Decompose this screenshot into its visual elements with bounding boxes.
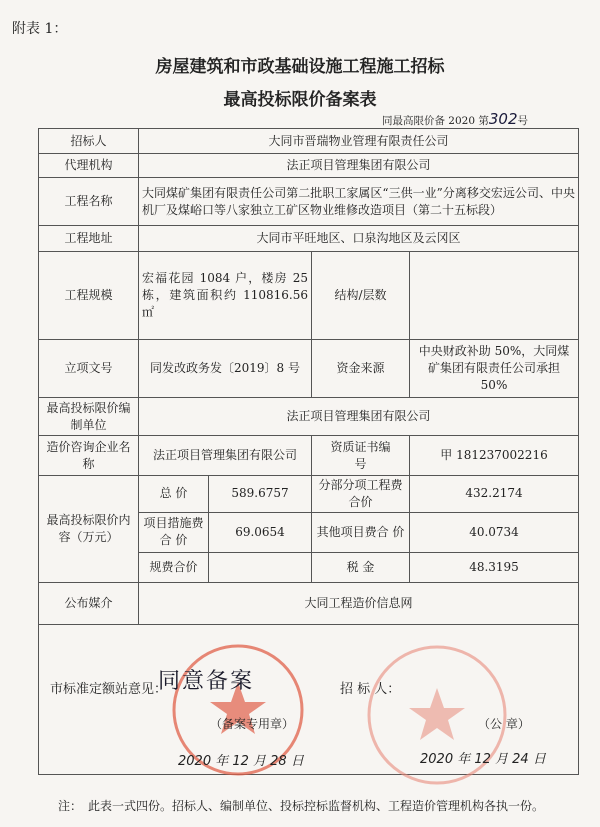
subitem-label: 分部分项工程费合价	[312, 476, 410, 513]
measures-value: 69.0654	[209, 512, 312, 552]
filing-prefix: 同最高限价备 2020 第	[381, 115, 489, 127]
row-total	[39, 476, 579, 513]
document-subtitle: 最高投标限价备案表	[223, 90, 377, 110]
other-label: 其他项目费合 价	[312, 512, 410, 552]
compiler-label: 最高投标限价编制单位	[39, 398, 139, 436]
row-agent	[39, 154, 579, 178]
scale-label: 工程规模	[39, 252, 139, 340]
filing-number	[382, 110, 528, 128]
tax-label: 税 金	[312, 552, 410, 582]
address-value: 大同市平旺地区、口泉沟地区及云冈区	[139, 226, 579, 252]
fees-value	[209, 552, 312, 582]
row-consult	[39, 436, 579, 476]
agent-value: 法正项目管理集团有限公司	[139, 154, 579, 178]
tenderer-sign-label: 招 标 人：	[340, 682, 401, 697]
annex-label: 附表 1：	[12, 21, 68, 37]
cert-value: 甲 181237002216	[410, 436, 579, 476]
other-value: 40.0734	[410, 512, 579, 552]
row-media	[39, 582, 579, 624]
row-approval	[39, 340, 579, 398]
scale-value: 宏福花园 1084 户，楼房 25 栋，建筑面积约 110816.56 ㎡	[139, 252, 312, 340]
agent-label: 代理机构	[39, 154, 139, 178]
tenderer-date: 2020 年 12 月 24 日	[420, 752, 546, 767]
row-compiler	[39, 398, 579, 436]
row-tenderer	[39, 129, 579, 154]
consult-label: 造价咨询企业名称	[39, 436, 139, 476]
subitem-value: 432.2174	[410, 476, 579, 513]
filing-number-handwritten: 302	[488, 110, 518, 128]
cert-label: 资质证书编 号	[312, 436, 410, 476]
station-opinion-handwritten: 同意备案	[158, 669, 255, 694]
approval-value: 同发改政务发〔2019〕8 号	[139, 340, 312, 398]
tenderer-value: 大同市晋瑞物业管理有限责任公司	[139, 129, 579, 154]
total-value: 589.6757	[209, 476, 312, 513]
price-label: 最高投标限价内容（万元）	[39, 476, 139, 583]
structure-label: 结构/层数	[312, 252, 410, 340]
filing-suffix: 号	[517, 115, 528, 127]
station-seal-note: （备案专用章）	[210, 717, 295, 731]
station-opinion-label: 市标准定额站意见：	[50, 682, 168, 697]
project-name-label: 工程名称	[39, 178, 139, 226]
total-label: 总 价	[139, 476, 209, 513]
document-title: 房屋建筑和市政基础设施工程施工招标	[155, 57, 445, 77]
measures-label: 项目措施费合 价	[139, 512, 209, 552]
funding-value: 中央财政补助 50%，大同煤矿集团有限责任公司承担 50%	[410, 340, 579, 398]
row-project-name	[39, 178, 579, 226]
project-name-value: 大同煤矿集团有限责任公司第二批职工家属区“三供一业”分离移交宏远公司、中央机厂及煤峪口等八家独立工矿区物业维修改造项目（第二十五标段）	[139, 178, 579, 226]
station-date: 2020 年 12 月 28 日	[178, 754, 304, 769]
approval-label: 立项文号	[39, 340, 139, 398]
row-scale	[39, 252, 579, 340]
media-label: 公布媒介	[39, 582, 139, 624]
footer-note: 注： 此表一式四份。招标人、编制单位、投标控标监督机构、工程造价管理机构各执一份。	[58, 799, 545, 813]
funding-label: 资金来源	[312, 340, 410, 398]
consult-value: 法正项目管理集团有限公司	[139, 436, 312, 476]
tax-value: 48.3195	[410, 552, 579, 582]
tenderer-label: 招标人	[39, 129, 139, 154]
fees-label: 规费合价	[139, 552, 209, 582]
address-label: 工程地址	[39, 226, 139, 252]
structure-value	[410, 252, 579, 340]
row-address	[39, 226, 579, 252]
media-value: 大同工程造价信息网	[139, 582, 579, 624]
tenderer-seal-note: （公 章）	[478, 717, 530, 731]
compiler-value: 法正项目管理集团有限公司	[139, 398, 579, 436]
